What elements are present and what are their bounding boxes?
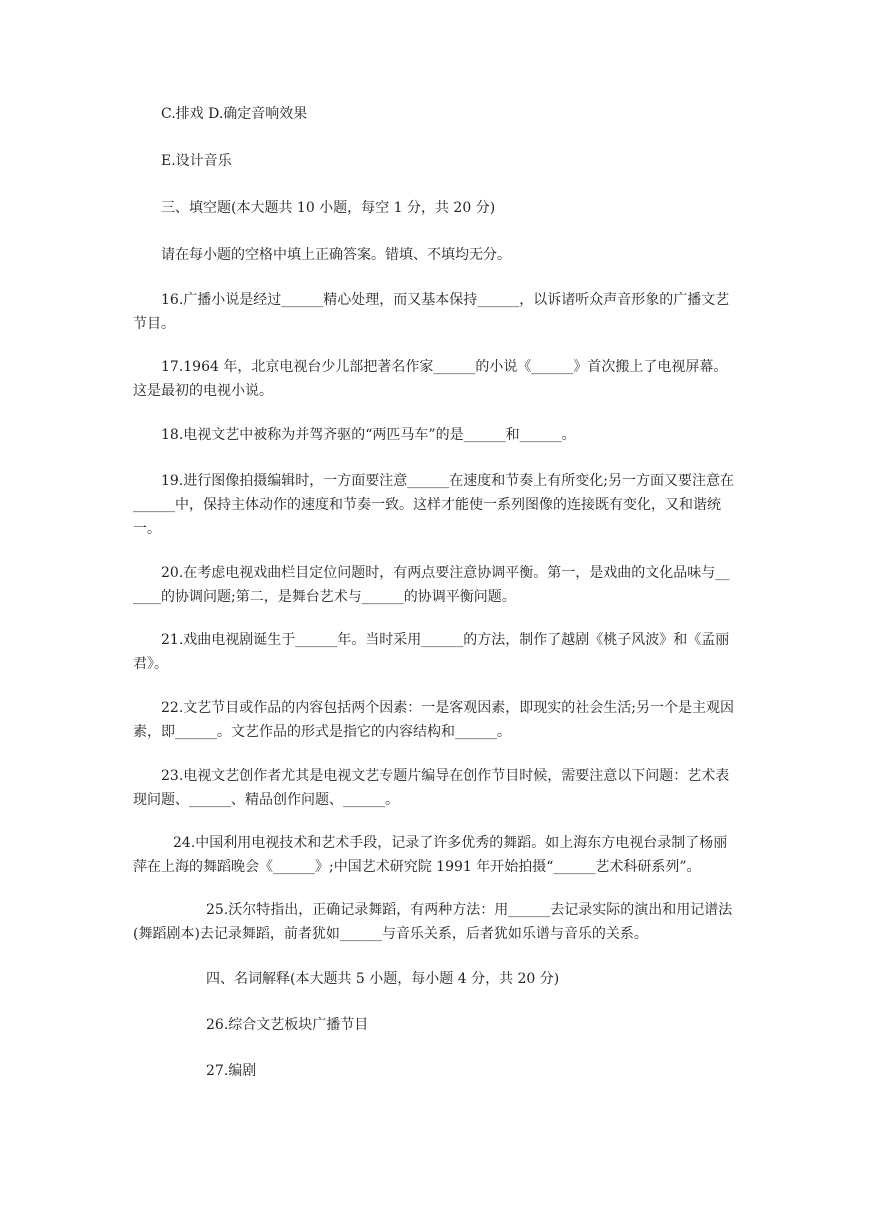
- question-22: 22.文艺节目或作品的内容包括两个因素：一是客观因素，即现实的社会生活;另一个是主观因素，即______。文艺作品的形式是指它的内容结构和______。: [133, 700, 734, 740]
- question-23: 23.电视文艺创作者尤其是电视文艺专题片编导在创作节目时候，需要注意以下问题：艺术表现问题、______、精品创作问题、______。: [133, 768, 730, 808]
- section-heading-fill-in: 三、填空题(本大题共 10 小题，每空 1 分，共 20 分): [161, 200, 496, 216]
- section-heading-terms: 四、名词解释(本大题共 5 小题，每小题 4 分，共 20 分): [206, 971, 560, 987]
- option-e: E.设计音乐: [161, 153, 232, 169]
- question-19: 19.进行图像拍摄编辑时，一方面要注意______在速度和节奏上有所变化;另一方面又要注意在______中，保持主体动作的速度和节奏一致。这样才能使一系列图像的连接既有变化，又和谐统一。: [133, 473, 734, 537]
- option-c-d: C.排戏 D.确定音响效果: [161, 106, 308, 122]
- question-17: 17.1964 年，北京电视台少儿部把著名作家______的小说《______》首次搬上了电视屏幕。这是最初的电视小说。: [133, 359, 728, 399]
- question-21: 21.戏曲电视剧诞生于______年。当时采用______的方法，制作了越剧《桃子风波》和《孟丽君》。: [133, 632, 730, 672]
- question-27: 27.编剧: [206, 1063, 257, 1079]
- section-instruction: 请在每小题的空格中填上正确答案。错填、不填均无分。: [161, 247, 511, 263]
- question-25: 25.沃尔特指出，正确记录舞蹈，有两种方法：用______去记录实际的演出和用记谱法(舞蹈剧本)去记录舞蹈，前者犹如______与音乐关系，后者犹如乐谱与音乐的关系。: [133, 902, 733, 942]
- question-16: 16.广播小说是经过______精心处理，而又基本保持______，以诉诸听众声音形象的广播文艺节目。: [133, 292, 730, 332]
- question-24: 24.中国利用电视技术和艺术手段，记录了许多优秀的舞蹈。如上海东方电视台录制了杨丽萍在上海的舞蹈晚会《______》;中国艺术研究院 1991 年开始拍摄“______艺术科研系列”。: [133, 835, 728, 875]
- question-26: 26.综合文艺板块广播节目: [206, 1017, 369, 1033]
- question-20: 20.在考虑电视戏曲栏目定位问题时，有两点要注意协调平衡。第一，是戏曲的文化品味与______的协调问题;第二，是舞台艺术与______的协调平衡问题。: [133, 565, 730, 605]
- question-18: 18.电视文艺中被称为并驾齐驱的“两匹马车”的是______和______。: [161, 427, 576, 443]
